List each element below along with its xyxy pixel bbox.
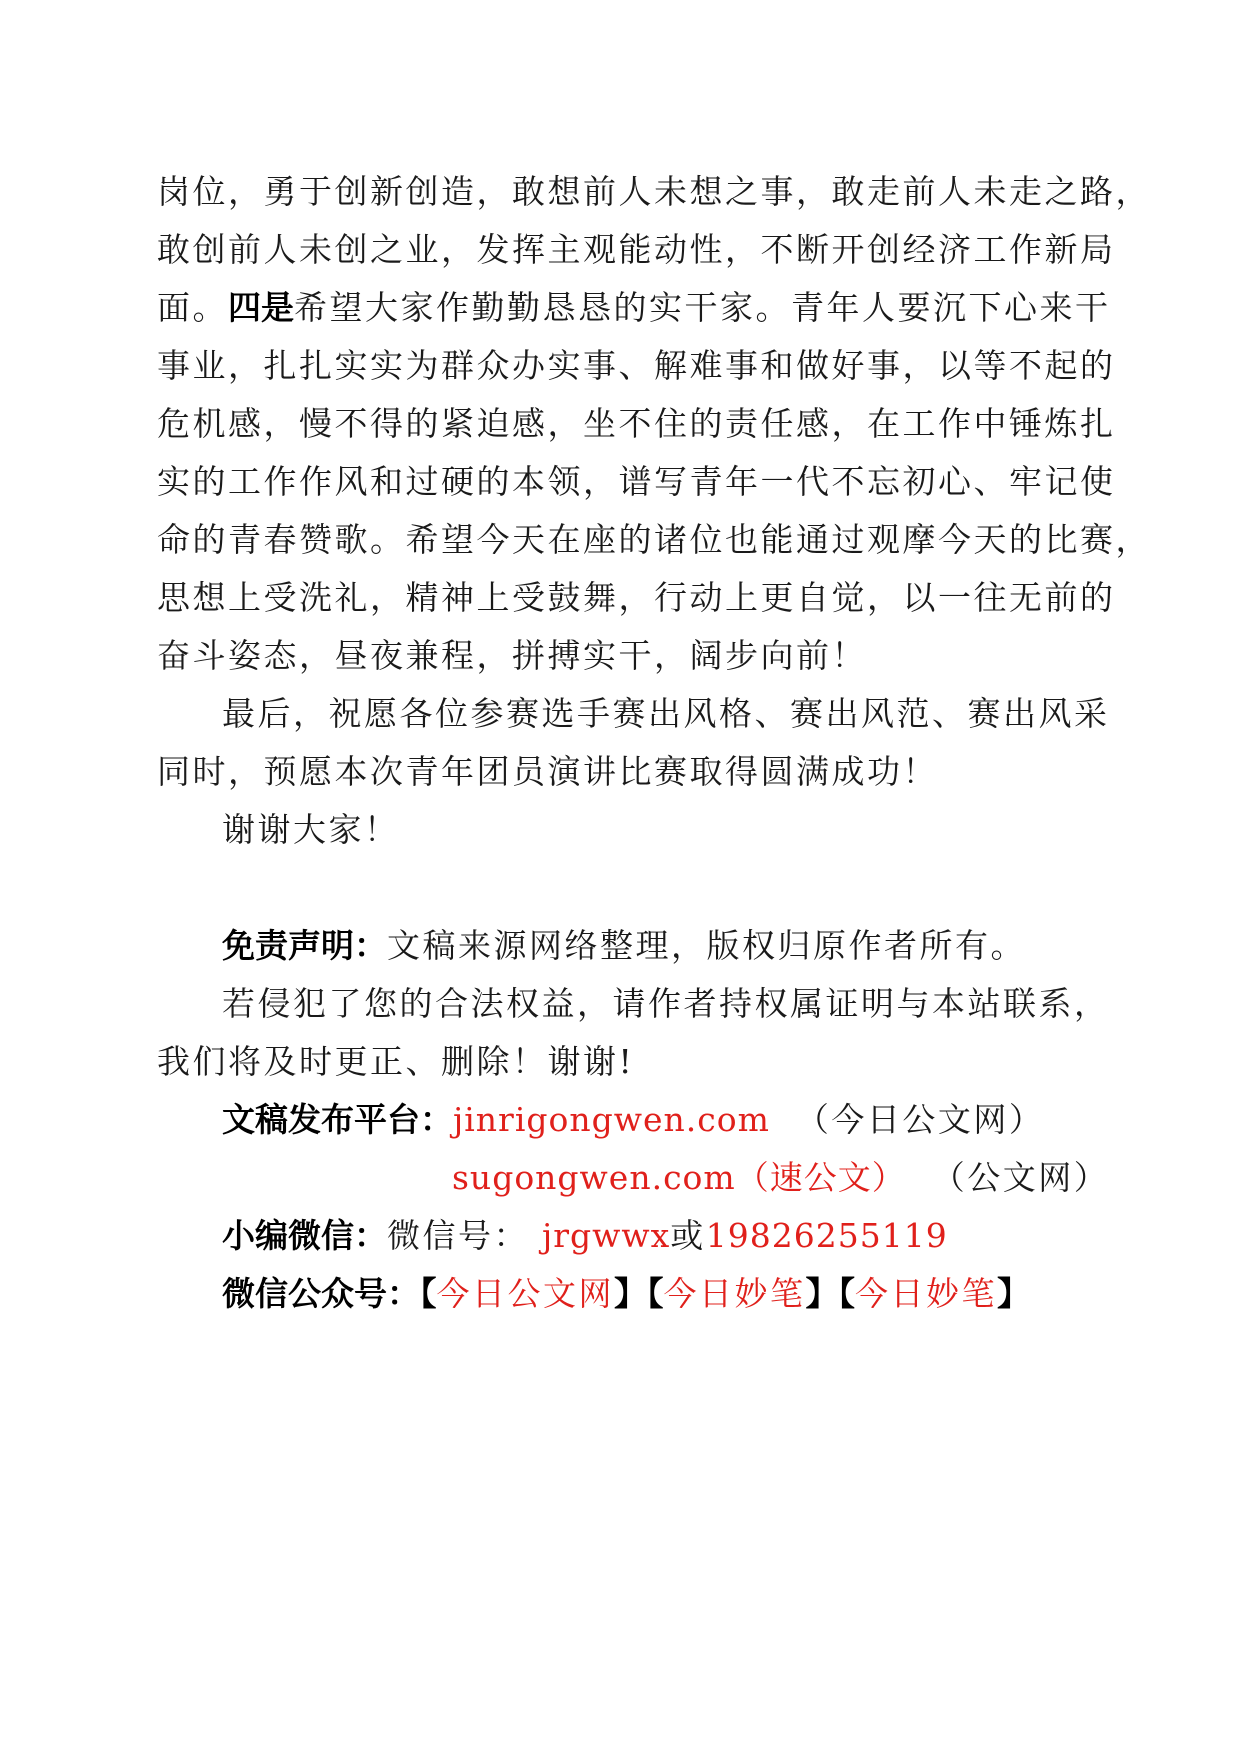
body-line-6: 实的工作作风和过硬的本领，谱写青年一代不忘初心、牢记使 [157, 462, 1116, 501]
body-line-4: 事业，扎扎实实为群众办实事、解难事和做好事，以等不起的 [157, 346, 1116, 385]
disclaimer-text: 文稿来源网络整理，版权归原作者所有。 [387, 926, 1026, 965]
wechat-id: jrgwwx [542, 1216, 671, 1255]
body-line-3 [157, 288, 1111, 328]
bracket-open-3: 【 [838, 1274, 855, 1313]
body-line-7: 命的青春赞歌。希望今天在座的诸位也能通过观摩今天的比赛， [157, 520, 1151, 559]
wechat-phone: 19826255119 [705, 1216, 948, 1255]
disclaimer-line [222, 926, 1026, 966]
closing-line-2: 同时，预愿本次青年团员演讲比赛取得圆满成功！ [157, 752, 938, 791]
body-line-5: 危机感，慢不得的紧迫感，坐不住的责任感，在工作中锤炼扎 [157, 404, 1116, 443]
wechat-prefix: 微信号： [387, 1216, 529, 1255]
platform-line-2 [452, 1158, 1109, 1198]
platform-line [222, 1100, 1044, 1140]
bracket-open-1: 【 [420, 1274, 437, 1313]
official-account-2: 今日妙笔 [663, 1274, 806, 1313]
wechat-line [222, 1216, 948, 1256]
official-line [222, 1274, 1030, 1314]
closing-line-1: 最后，祝愿各位参赛选手赛出风格、赛出风范、赛出风采 [222, 694, 1110, 733]
disclaimer-label: 免责声明： [222, 926, 387, 965]
wechat-or: 或 [670, 1216, 706, 1255]
platform-label: 文稿发布平台： [222, 1100, 453, 1139]
official-label: 微信公众号： [222, 1274, 420, 1313]
platform-site-1-name: （今日公文网） [795, 1100, 1045, 1139]
bracket-open-2: 【 [647, 1274, 664, 1313]
platform-site-2-name: （公文网） [931, 1158, 1110, 1197]
body-line-3-prefix: 面。 [157, 288, 228, 327]
disclaimer-line-3: 我们将及时更正、删除！谢谢! [157, 1042, 635, 1081]
thanks-line: 谢谢大家！ [222, 810, 400, 849]
body-line-8: 思想上受洗礼，精神上受鼓舞，行动上更自觉，以一往无前的 [157, 578, 1116, 617]
bracket-close-1: 】 [614, 1274, 647, 1313]
official-account-1: 今日公文网 [436, 1274, 614, 1313]
body-line-1: 岗位，勇于创新创造，敢想前人未想之事，敢走前人未走之路， [157, 172, 1151, 211]
official-account-3: 今日妙笔 [855, 1274, 997, 1313]
body-line-9: 奋斗姿态，昼夜兼程，拼搏实干，阔步向前！ [157, 636, 867, 675]
emphasis-four: 四是 [228, 288, 294, 327]
wechat-label: 小编微信： [222, 1216, 387, 1255]
body-line-2: 敢创前人未创之业，发挥主观能动性，不断开创经济工作新局 [157, 230, 1116, 269]
platform-site-2-link[interactable]: sugongwen.com（速公文） [452, 1158, 906, 1197]
bracket-close-3: 】 [997, 1274, 1030, 1313]
body-line-3-text: 希望大家作勤勤恳恳的实干家。青年人要沉下心来干 [294, 288, 1111, 327]
disclaimer-line-2: 若侵犯了您的合法权益，请作者持权属证明与本站联系， [222, 984, 1110, 1023]
bracket-close-2: 】 [805, 1274, 839, 1313]
platform-site-1-link[interactable]: jinrigongwen.com [453, 1100, 770, 1139]
